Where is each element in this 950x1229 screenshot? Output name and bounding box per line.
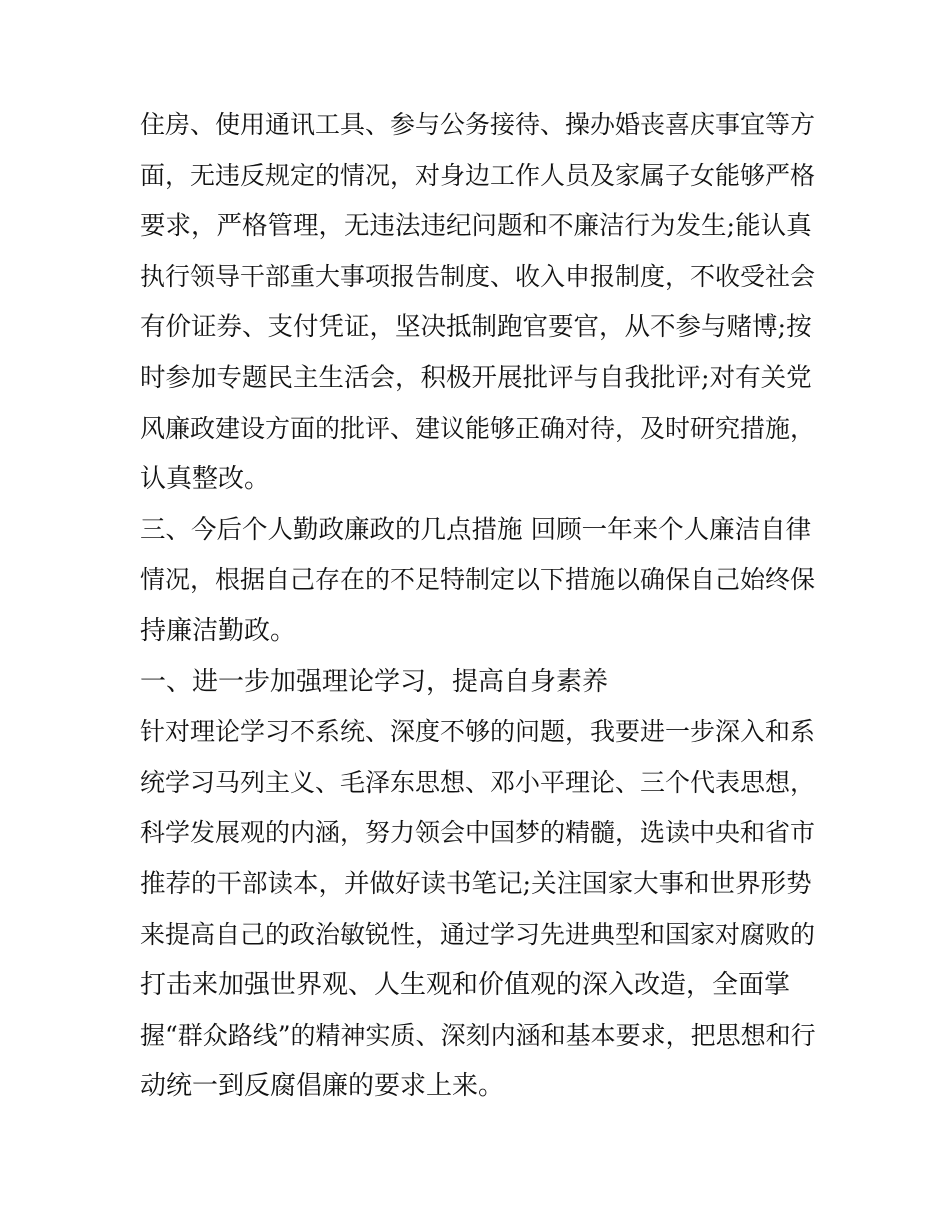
text-line: 打击来加强世界观、人生观和价值观的深入改造，全面掌 bbox=[140, 970, 791, 1001]
text-line: 来提高自己的政治敏锐性，通过学习先进典型和国家对腐败的 bbox=[140, 919, 816, 949]
text-line: 有价证券、支付凭证，坚决抵制跑官要官，从不参与赌博;按 bbox=[140, 312, 812, 343]
text-line: 统学习马列主义、毛泽东思想、邓小平理论、三个代表思想， bbox=[140, 767, 816, 797]
text-line: 时参加专题民主生活会，积极开展批评与自我批评;对有关党 bbox=[140, 362, 812, 393]
document-body bbox=[140, 100, 820, 1112]
text-line: 持廉洁勤政。 bbox=[140, 615, 297, 646]
subsection-heading: 一、进一步加强理论学习，提高自身素养 bbox=[140, 666, 609, 697]
text-line: 情况，根据自己存在的不足特制定以下措施以确保自己始终保 bbox=[140, 565, 816, 595]
text-line: 住房、使用通讯工具、参与公务接待、操办婚丧喜庆事宜等方 bbox=[140, 110, 816, 139]
text-line: 执行领导干部重大事项报告制度、收入申报制度，不收受社会 bbox=[140, 261, 816, 291]
text-line: 科学发展观的内涵，努力领会中国梦的精髓，选读中央和省市 bbox=[140, 818, 816, 848]
text-line: 风廉政建设方面的批评、建议能够正确对待，及时研究措施， bbox=[140, 413, 816, 443]
text-line: 要求，严格管理，无违法违纪问题和不廉洁行为发生;能认真 bbox=[140, 211, 812, 242]
text-line: 动统一到反腐倡廉的要求上来。 bbox=[140, 1071, 505, 1102]
section-heading: 三、今后个人勤政廉政的几点措施 回顾一年来个人廉洁自律 bbox=[140, 514, 812, 545]
text-line: 推荐的干部读本，并做好读书笔记;关注国家大事和世界形势 bbox=[140, 868, 812, 899]
text-line: 握“群众路线”的精神实质、深刻内涵和基本要求，把思想和行 bbox=[140, 1020, 816, 1050]
text-line: 针对理论学习不系统、深度不够的问题，我要进一步深入和系 bbox=[140, 717, 816, 747]
text-line: 认真整改。 bbox=[140, 464, 271, 495]
text-line: 面，无违反规定的情况，对身边工作人员及家属子女能够严格 bbox=[140, 160, 816, 190]
